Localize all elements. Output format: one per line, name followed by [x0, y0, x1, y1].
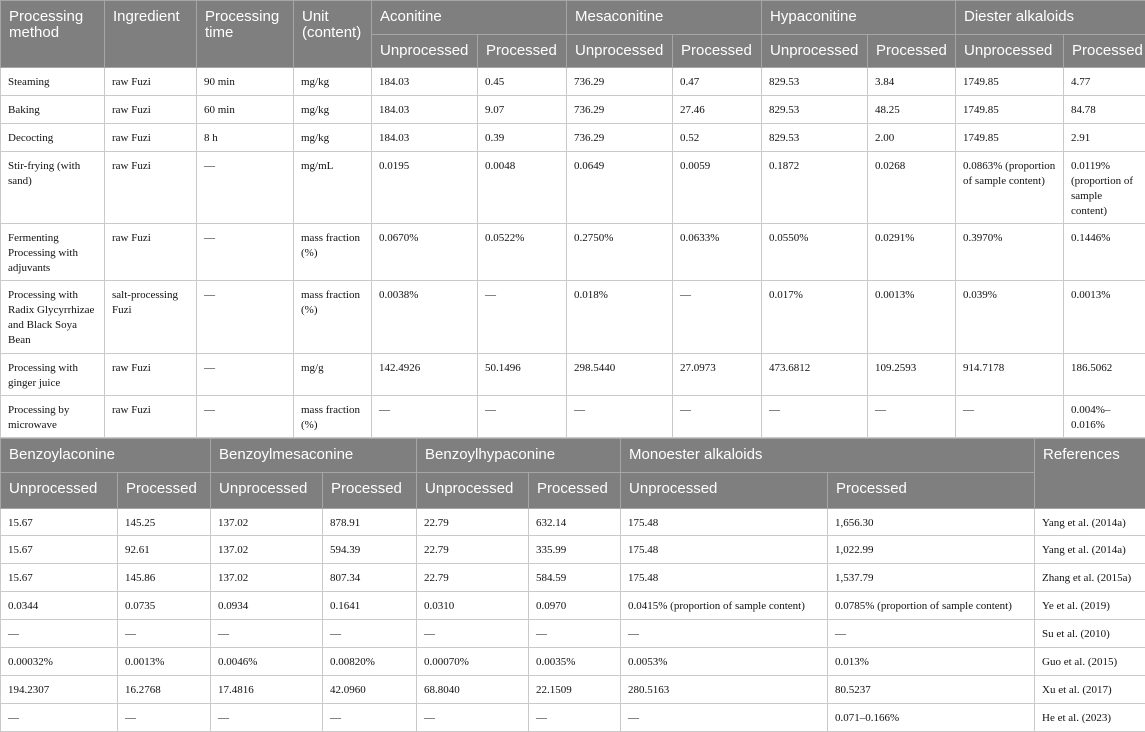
table-cell: 92.61 — [118, 536, 211, 564]
subheader-unprocessed: Unprocessed — [211, 473, 323, 509]
table-cell: 0.3970% — [956, 224, 1064, 281]
table-cell: 0.0785% (proportion of sample content) — [828, 592, 1035, 620]
table-cell: 80.5237 — [828, 676, 1035, 704]
subheader-processed: Processed — [868, 35, 956, 68]
table-row — [1, 224, 1145, 281]
table-cell: 27.0973 — [673, 354, 762, 396]
table-row — [1, 564, 1145, 592]
table-cell: — — [211, 704, 323, 732]
table-row — [1, 96, 1145, 124]
cell-processing-time: 8 h — [197, 124, 294, 152]
table-row — [1, 354, 1145, 396]
cell-processing-method: Decocting — [1, 124, 105, 152]
subheader-unprocessed: Unprocessed — [1, 473, 118, 509]
table-cell: 0.013% — [828, 648, 1035, 676]
table-cell: — — [828, 620, 1035, 648]
cell-unit: mass fraction (%) — [294, 396, 372, 438]
header-processing-time: Processing time — [197, 1, 294, 68]
table-cell: 0.1446% — [1064, 224, 1145, 281]
table-cell: 42.0960 — [323, 676, 417, 704]
header-group-diester-alkaloids: Diester alkaloids — [956, 1, 1145, 35]
table-cell: 0.00070% — [417, 648, 529, 676]
table-cell: 0.00820% — [323, 648, 417, 676]
table-cell: 68.8040 — [417, 676, 529, 704]
table-cell: 194.2307 — [1, 676, 118, 704]
table-cell: 22.79 — [417, 536, 529, 564]
table-cell: — — [529, 620, 621, 648]
cell-processing-time: — — [197, 281, 294, 354]
table-cell: 584.59 — [529, 564, 621, 592]
table-cell: 22.1509 — [529, 676, 621, 704]
cell-unit: mg/kg — [294, 124, 372, 152]
table-row — [1, 152, 1145, 224]
table-cell: 145.86 — [118, 564, 211, 592]
table-cell: 0.0550% — [762, 224, 868, 281]
table-cell: — — [323, 704, 417, 732]
cell-ingredient: raw Fuzi — [105, 124, 197, 152]
table-cell: 0.52 — [673, 124, 762, 152]
table-cell: — — [621, 620, 828, 648]
table-row — [1, 281, 1145, 354]
subheader-processed: Processed — [478, 35, 567, 68]
table-cell: 1,656.30 — [828, 509, 1035, 536]
table-cell: 878.91 — [323, 509, 417, 536]
table-cell: 15.67 — [1, 509, 118, 536]
table-cell: 0.0119% (proportion of sample content) — [1064, 152, 1145, 224]
subheader-unprocessed: Unprocessed — [372, 35, 478, 68]
cell-reference: Guo et al. (2015) — [1035, 648, 1145, 676]
subheader-processed: Processed — [828, 473, 1035, 509]
cell-ingredient: raw Fuzi — [105, 96, 197, 124]
table-cell: 0.2750% — [567, 224, 673, 281]
table-cell: — — [673, 396, 762, 438]
table-cell: — — [118, 620, 211, 648]
table-cell: — — [956, 396, 1064, 438]
cell-unit: mg/mL — [294, 152, 372, 224]
table-cell: 0.0310 — [417, 592, 529, 620]
table-row — [1, 676, 1145, 704]
table-cell: 0.0633% — [673, 224, 762, 281]
header-references: References — [1035, 439, 1145, 509]
table-cell: — — [762, 396, 868, 438]
table-cell: 184.03 — [372, 124, 478, 152]
table-cell: 807.34 — [323, 564, 417, 592]
table-row — [1, 124, 1145, 152]
cell-processing-method: Processing with ginger juice — [1, 354, 105, 396]
table-cell: 0.0649 — [567, 152, 673, 224]
table-cell: 15.67 — [1, 536, 118, 564]
table-cell: 0.45 — [478, 68, 567, 96]
header-group-benzoylaconine: Benzoylaconine — [1, 439, 211, 473]
table-cell: 0.0735 — [118, 592, 211, 620]
table-cell: 145.25 — [118, 509, 211, 536]
table-cell: 137.02 — [211, 509, 323, 536]
table-cell: 0.0268 — [868, 152, 956, 224]
cell-ingredient: raw Fuzi — [105, 354, 197, 396]
table-cell: 22.79 — [417, 509, 529, 536]
cell-unit: mass fraction (%) — [294, 281, 372, 354]
subheader-unprocessed: Unprocessed — [417, 473, 529, 509]
table-cell: 0.039% — [956, 281, 1064, 354]
table-cell: 736.29 — [567, 68, 673, 96]
subheader-processed: Processed — [1064, 35, 1145, 68]
table-cell: — — [567, 396, 673, 438]
table-cell: 137.02 — [211, 536, 323, 564]
cell-ingredient: raw Fuzi — [105, 224, 197, 281]
table-cell: 175.48 — [621, 564, 828, 592]
table-cell: 0.0195 — [372, 152, 478, 224]
header-group-aconitine: Aconitine — [372, 1, 567, 35]
cell-processing-time: — — [197, 354, 294, 396]
subheader-unprocessed: Unprocessed — [567, 35, 673, 68]
subheader-processed: Processed — [118, 473, 211, 509]
cell-unit: mg/kg — [294, 68, 372, 96]
cell-ingredient: raw Fuzi — [105, 152, 197, 224]
header-group-hypaconitine: Hypaconitine — [762, 1, 956, 35]
table-cell: — — [323, 620, 417, 648]
cell-unit: mass fraction (%) — [294, 224, 372, 281]
cell-reference: He et al. (2023) — [1035, 704, 1145, 732]
table-cell: 137.02 — [211, 564, 323, 592]
table-cell: 829.53 — [762, 124, 868, 152]
table-cell: 16.2768 — [118, 676, 211, 704]
table-cell: 4.77 — [1064, 68, 1145, 96]
table-cell: 0.071–0.166% — [828, 704, 1035, 732]
cell-unit: mg/kg — [294, 96, 372, 124]
table-cell: 48.25 — [868, 96, 956, 124]
table-cell: 1,537.79 — [828, 564, 1035, 592]
subheader-processed: Processed — [529, 473, 621, 509]
table-cell: 829.53 — [762, 68, 868, 96]
table-cell: — — [673, 281, 762, 354]
table-cell: 829.53 — [762, 96, 868, 124]
table-cell: 184.03 — [372, 96, 478, 124]
table-cell: 632.14 — [529, 509, 621, 536]
subheader-unprocessed: Unprocessed — [621, 473, 828, 509]
table-cell: 3.84 — [868, 68, 956, 96]
cell-processing-time: 60 min — [197, 96, 294, 124]
table-cell: 184.03 — [372, 68, 478, 96]
cell-processing-method: Baking — [1, 96, 105, 124]
cell-ingredient: raw Fuzi — [105, 68, 197, 96]
subheader-unprocessed: Unprocessed — [956, 35, 1064, 68]
table-cell: 1749.85 — [956, 96, 1064, 124]
header-group-benzoylhypaconine: Benzoylhypaconine — [417, 439, 621, 473]
header-processing-method: Processing method — [1, 1, 105, 68]
table-row — [1, 592, 1145, 620]
table-cell: 298.5440 — [567, 354, 673, 396]
cell-reference: Yang et al. (2014a) — [1035, 536, 1145, 564]
table-cell: 175.48 — [621, 536, 828, 564]
table-row — [1, 536, 1145, 564]
table-cell: 736.29 — [567, 96, 673, 124]
cell-processing-time: — — [197, 152, 294, 224]
table-cell: 0.0863% (proportion of sample content) — [956, 152, 1064, 224]
cell-processing-method: Stir-frying (with sand) — [1, 152, 105, 224]
table-row — [1, 509, 1145, 536]
table-cell: 335.99 — [529, 536, 621, 564]
cell-reference: Ye et al. (2019) — [1035, 592, 1145, 620]
cell-processing-time: — — [197, 396, 294, 438]
table-cell: — — [478, 396, 567, 438]
cell-processing-time: — — [197, 224, 294, 281]
table-cell: — — [211, 620, 323, 648]
table-cell: 0.39 — [478, 124, 567, 152]
table-cell: 0.0013% — [1064, 281, 1145, 354]
table-cell: 50.1496 — [478, 354, 567, 396]
table-cell: 175.48 — [621, 509, 828, 536]
cell-reference: Xu et al. (2017) — [1035, 676, 1145, 704]
table-cell: 0.0291% — [868, 224, 956, 281]
table-cell: 0.0053% — [621, 648, 828, 676]
table-row — [1, 396, 1145, 438]
cell-reference: Su et al. (2010) — [1035, 620, 1145, 648]
table-cell: 17.4816 — [211, 676, 323, 704]
table-cell: 736.29 — [567, 124, 673, 152]
cell-reference: Yang et al. (2014a) — [1035, 509, 1145, 536]
cell-processing-method: Processing by microwave — [1, 396, 105, 438]
table-row — [1, 68, 1145, 96]
cell-processing-method: Fermenting Processing with adjuvants — [1, 224, 105, 281]
table-row — [1, 648, 1145, 676]
table-cell: — — [529, 704, 621, 732]
subheader-processed: Processed — [673, 35, 762, 68]
header-group-monoester-alkaloids: Monoester alkaloids — [621, 439, 1035, 473]
table-cell: 0.1641 — [323, 592, 417, 620]
table-cell: 0.00032% — [1, 648, 118, 676]
table-cell: 0.018% — [567, 281, 673, 354]
table-cell: 280.5163 — [621, 676, 828, 704]
table-cell: — — [372, 396, 478, 438]
table-cell: 22.79 — [417, 564, 529, 592]
table-cell: 1749.85 — [956, 124, 1064, 152]
header-ingredient: Ingredient — [105, 1, 197, 68]
table-cell: 0.47 — [673, 68, 762, 96]
table-cell: 0.0415% (proportion of sample content) — [621, 592, 828, 620]
table-cell: 0.0522% — [478, 224, 567, 281]
table-cell: 0.1872 — [762, 152, 868, 224]
table-cell: 0.0670% — [372, 224, 478, 281]
header-group-mesaconitine: Mesaconitine — [567, 1, 762, 35]
table-cell: 0.0035% — [529, 648, 621, 676]
table-cell: 0.0934 — [211, 592, 323, 620]
table-cell: 0.0038% — [372, 281, 478, 354]
alkaloid-table-part2 — [0, 438, 1145, 732]
table-cell: — — [868, 396, 956, 438]
table-cell: — — [478, 281, 567, 354]
table-cell: 15.67 — [1, 564, 118, 592]
cell-processing-method: Steaming — [1, 68, 105, 96]
table-cell: — — [1, 704, 118, 732]
table-cell: 1749.85 — [956, 68, 1064, 96]
table-cell: 0.0013% — [118, 648, 211, 676]
table-cell: 0.0344 — [1, 592, 118, 620]
table-cell: 0.0046% — [211, 648, 323, 676]
table-cell: 186.5062 — [1064, 354, 1145, 396]
cell-ingredient: salt-processing Fuzi — [105, 281, 197, 354]
cell-unit: mg/g — [294, 354, 372, 396]
table-cell: 0.0048 — [478, 152, 567, 224]
cell-processing-method: Processing with Radix Glycyrrhizae and Black Soya Bean — [1, 281, 105, 354]
table-cell: 2.91 — [1064, 124, 1145, 152]
subheader-unprocessed: Unprocessed — [762, 35, 868, 68]
cell-ingredient: raw Fuzi — [105, 396, 197, 438]
table-cell: 142.4926 — [372, 354, 478, 396]
table-cell: — — [417, 704, 529, 732]
table-cell: — — [621, 704, 828, 732]
table-cell: 914.7178 — [956, 354, 1064, 396]
table-cell: — — [417, 620, 529, 648]
table-cell: 9.07 — [478, 96, 567, 124]
cell-processing-time: 90 min — [197, 68, 294, 96]
header-unit: Unit (content) — [294, 1, 372, 68]
table-row — [1, 620, 1145, 648]
table-cell: 473.6812 — [762, 354, 868, 396]
table-cell: 2.00 — [868, 124, 956, 152]
table-cell: 0.0970 — [529, 592, 621, 620]
table-cell: 0.017% — [762, 281, 868, 354]
table-row — [1, 704, 1145, 732]
table-cell: 84.78 — [1064, 96, 1145, 124]
table-cell: 0.0013% — [868, 281, 956, 354]
table-cell: 1,022.99 — [828, 536, 1035, 564]
header-group-benzoylmesaconine: Benzoylmesaconine — [211, 439, 417, 473]
table-cell: 594.39 — [323, 536, 417, 564]
table-cell: 0.004%–0.016% — [1064, 396, 1145, 438]
table-cell: — — [118, 704, 211, 732]
table-cell: 27.46 — [673, 96, 762, 124]
cell-reference: Zhang et al. (2015a) — [1035, 564, 1145, 592]
table-cell: — — [1, 620, 118, 648]
table-cell: 0.0059 — [673, 152, 762, 224]
subheader-processed: Processed — [323, 473, 417, 509]
table-cell: 109.2593 — [868, 354, 956, 396]
